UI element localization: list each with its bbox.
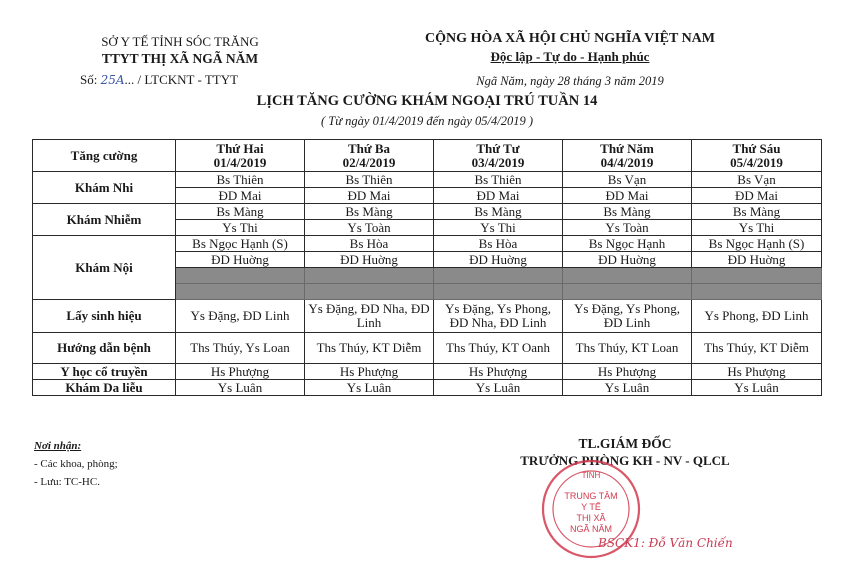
- national-header: [400, 31, 740, 89]
- table-cell: Ys Thi: [434, 220, 563, 236]
- table-cell: Hs Phượng: [563, 364, 692, 380]
- shaded-cell: [434, 284, 563, 300]
- table-cell: Ys Thi: [692, 220, 822, 236]
- table-cell: ĐD Mai: [434, 188, 563, 204]
- day-header: [692, 140, 822, 172]
- table-cell: Ys Phong, ĐD Linh: [692, 300, 822, 333]
- table-cell: Ths Thúy, KT Diễm: [692, 333, 822, 364]
- row-label-kham-da-lieu: Khám Da liễu: [33, 380, 176, 396]
- table-cell: Bs Thiên: [305, 172, 434, 188]
- shaded-cell: [434, 268, 563, 284]
- table-cell: ĐD Mai: [176, 188, 305, 204]
- motto: Độc lập - Tự do - Hạnh phúc: [490, 49, 650, 64]
- table-cell: Ys Thi: [176, 220, 305, 236]
- day-date: 05/4/2019: [730, 154, 783, 170]
- table-cell: Bs Hòa: [434, 236, 563, 252]
- recipients-block: [34, 440, 118, 488]
- table-cell: Ths Thúy, KT Diễm: [305, 333, 434, 364]
- table-cell: Ys Luân: [434, 380, 563, 396]
- schedule-table: [32, 139, 822, 396]
- document-number: [60, 72, 300, 88]
- table-cell: ĐD Huờng: [434, 252, 563, 268]
- date-range: ( Từ ngày 01/4/2019 đến ngày 05/4/2019 ): [320, 114, 533, 128]
- shaded-cell: [563, 268, 692, 284]
- issuer-department: SỞ Y TẾ TỈNH SÓC TRĂNG: [101, 34, 259, 49]
- table-cell: Ys Toàn: [305, 220, 434, 236]
- recipient-item: - Các khoa, phòng;: [34, 458, 118, 470]
- shaded-cell: [176, 268, 305, 284]
- table-cell: Ys Đặng, Ys Phong, ĐD Linh: [563, 300, 692, 333]
- header-row: [33, 140, 822, 172]
- stamp-text-top: TỈNH: [581, 471, 601, 480]
- table-row: [33, 333, 822, 364]
- table-cell: Ys Luân: [563, 380, 692, 396]
- day-name: Thứ Hai: [216, 140, 264, 156]
- table-cell: Bs Màng: [305, 204, 434, 220]
- table-cell: Hs Phượng: [305, 364, 434, 380]
- day-name: Thứ Ba: [347, 140, 391, 156]
- shaded-cell: [305, 268, 434, 284]
- number-value: 25A: [100, 73, 125, 87]
- table-cell: ĐD Huờng: [305, 252, 434, 268]
- number-suffix: ... / LTCKNT - TTYT: [124, 72, 239, 87]
- signer-name: BSCK1: Đỗ Văn Chiến: [598, 536, 733, 550]
- table-row: [33, 364, 822, 380]
- country-name: CỘNG HÒA XÃ HỘI CHỦ NGHĨA VIỆT NAM: [424, 31, 715, 46]
- table-cell: Bs Vạn: [692, 172, 822, 188]
- day-name: Thứ Năm: [600, 140, 654, 156]
- table-cell: Hs Phượng: [434, 364, 563, 380]
- table-cell: Bs Thiên: [434, 172, 563, 188]
- signatory-title: TL.GIÁM ĐỐC: [578, 436, 672, 451]
- day-name: Thứ Sáu: [732, 140, 781, 156]
- table-cell: Bs Ngọc Hạnh: [563, 236, 692, 252]
- table-cell: Ys Luân: [176, 380, 305, 396]
- table-cell: Ys Toàn: [563, 220, 692, 236]
- table-cell: Ys Luân: [305, 380, 434, 396]
- table-cell: Hs Phượng: [176, 364, 305, 380]
- table-cell: Ys Đặng, Ys Phong, ĐD Nha, ĐD Linh: [434, 300, 563, 333]
- table-cell: Ths Thúy, KT Loan: [563, 333, 692, 364]
- table-cell: Bs Màng: [176, 204, 305, 220]
- shaded-cell: [305, 284, 434, 300]
- stamp-text-line1: TRUNG TÂM: [564, 491, 618, 501]
- row-label-huong-dan-benh: Hướng dẫn bệnh: [33, 333, 176, 364]
- table-cell: Ys Luân: [692, 380, 822, 396]
- recipient-item: - Lưu: TC-HC.: [34, 476, 100, 488]
- row-label-kham-noi: Khám Nội: [33, 236, 176, 300]
- table-cell: Bs Màng: [692, 204, 822, 220]
- table-cell: Bs Vạn: [563, 172, 692, 188]
- day-date: 04/4/2019: [600, 154, 654, 170]
- issuer-center: TTYT THỊ XÃ NGÃ NĂM: [101, 51, 259, 66]
- stamp-text-line3: THỊ XÃ: [576, 513, 606, 523]
- row-label-lay-sinh-hieu: Lấy sinh hiệu: [33, 300, 176, 333]
- table-row: [33, 380, 822, 396]
- table-cell: Bs Ngọc Hạnh (S): [176, 236, 305, 252]
- day-header: [563, 140, 692, 172]
- table-cell: Ths Thúy, Ys Loan: [176, 333, 305, 364]
- table-cell: ĐD Mai: [563, 188, 692, 204]
- table-cell: Bs Hòa: [305, 236, 434, 252]
- table-row: [33, 172, 822, 188]
- row-label-kham-nhi: Khám Nhi: [33, 172, 176, 204]
- table-cell: Ys Đặng, ĐD Nha, ĐD Linh: [305, 300, 434, 333]
- day-date: 01/4/2019: [213, 154, 267, 170]
- table-cell: Bs Màng: [434, 204, 563, 220]
- day-date: 02/4/2019: [342, 154, 396, 170]
- shaded-cell: [692, 284, 822, 300]
- table-cell: Bs Ngọc Hạnh (S): [692, 236, 822, 252]
- day-header: [305, 140, 434, 172]
- table-cell: Bs Thiên: [176, 172, 305, 188]
- table-cell: Bs Màng: [563, 204, 692, 220]
- shaded-cell: [563, 284, 692, 300]
- table-cell: ĐD Mai: [305, 188, 434, 204]
- corner-header: Tăng cường: [33, 140, 176, 172]
- table-cell: Ys Đặng, ĐD Linh: [176, 300, 305, 333]
- row-label-y-hoc-co-truyen: Y học cổ truyền: [33, 364, 176, 380]
- table-cell: Hs Phượng: [692, 364, 822, 380]
- table-cell: ĐD Huờng: [176, 252, 305, 268]
- document-title: LỊCH TĂNG CƯỜNG KHÁM NGOẠI TRÚ TUẦN 14: [256, 93, 598, 109]
- stamp-text-line2: Y TẾ: [581, 502, 601, 512]
- day-header: [176, 140, 305, 172]
- issuer-block: [60, 34, 300, 88]
- table-row: [33, 300, 822, 333]
- day-date: 03/4/2019: [471, 154, 525, 170]
- row-label-kham-nhiem: Khám Nhiễm: [33, 204, 176, 236]
- table-row: [33, 204, 822, 220]
- signatory-position: TRƯỞNG PHÒNG KH - NV - QLCL: [520, 453, 730, 468]
- shaded-cell: [176, 284, 305, 300]
- table-cell: ĐD Huờng: [563, 252, 692, 268]
- stamp-text-line4: NGÃ NĂM: [569, 524, 613, 534]
- table-row: [33, 236, 822, 252]
- shaded-cell: [692, 268, 822, 284]
- table-cell: Ths Thúy, KT Oanh: [434, 333, 563, 364]
- recipients-title: Nơi nhận:: [34, 440, 82, 452]
- number-prefix: Số:: [80, 72, 98, 87]
- table-cell: ĐD Huờng: [692, 252, 822, 268]
- day-name: Thứ Tư: [476, 140, 520, 156]
- table-cell: ĐD Mai: [692, 188, 822, 204]
- issue-date: Ngã Năm, ngày 28 tháng 3 năm 2019: [476, 74, 664, 88]
- day-header: [434, 140, 563, 172]
